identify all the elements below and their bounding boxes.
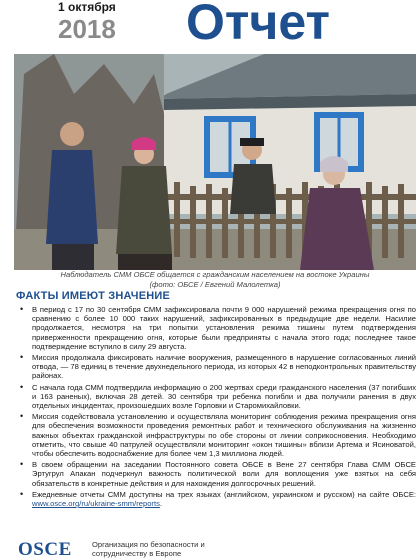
org-name-line-1: Организация по безопасности и xyxy=(92,540,205,549)
osce-logo-text: OSCE xyxy=(18,539,72,560)
caption-line-2: (фото: ОБСЕ / Евгений Малолетка) xyxy=(149,280,281,289)
photo-caption xyxy=(14,270,416,290)
list-item: • В период с 17 по 30 сентября СММ зафиксировала почти 9 000 нарушений режима прекращения огня по сравнению с более 10 000 таких нарушений, зафиксированных в предыдущие две недели. Насилие продолжается, несмотря на три попытки установления режима тишины путем подтверждения приверженности прекращению огня, которые были предприняты с начала этого года; последнее такое подтверждение вступило в силу 29 августа. xyxy=(18,305,416,351)
reports-link[interactable]: www.osce.org/ru/ukraine-smm/reports xyxy=(32,499,160,509)
section-title: ФАКТЫ ИМЕЮТ ЗНАЧЕНИЕ xyxy=(16,290,171,302)
report-date: 1 октября xyxy=(58,0,116,14)
facts-list xyxy=(18,305,416,510)
caption-line-1: Наблюдатель СММ ОБСЕ общается с гражданским населением на востоке Украины xyxy=(60,270,370,279)
footer xyxy=(18,539,416,559)
list-item-reports xyxy=(18,490,416,508)
list-item: • В своем обращении на заседании Постоянного совета ОБСЕ в Вене 27 сентября Глава СММ ОБСЕ Эртугрул Апакан подчеркнул важность политической воли для воплощения уже взятых на себя обязательств в конкретные действия и для нахождения долгосрочных решений. xyxy=(18,460,416,488)
report-title: Отчет xyxy=(186,0,331,50)
photo-illustration xyxy=(14,54,416,270)
header-photo xyxy=(14,54,416,270)
reports-text: Ежедневные отчеты СММ доступны на трех языках (английском, украинском и русском) на сайте ОБСЕ: xyxy=(32,489,416,499)
organization-name xyxy=(92,541,205,558)
osce-logo xyxy=(18,539,86,559)
list-item: • Миссия продолжала фиксировать наличие вооружения, размещенного в нарушение согласованных линий отвода, — 78 единиц в течение двухнедельного периода, из которых 42 в неподконтрольных правительству районах. xyxy=(18,353,416,381)
reports-suffix: . xyxy=(159,499,162,509)
org-name-line-2: сотрудничеству в Европе xyxy=(92,548,182,558)
report-header xyxy=(0,0,420,52)
list-item: • С начала года СММ подтвердила информацию о 200 жертвах среди гражданского населения (37 погибших и 163 раненых), включая 28 детей. 30 сентября три ребенка погибли и два получили ранения в двух отдельных инцидентах, произошедших возле Горловки и Старомихайловки. xyxy=(18,383,416,411)
report-year: 2018 xyxy=(58,14,116,44)
list-item: • Миссия содействовала установлению и осуществляла мониторинг соблюдения режима прекращения огня для обеспечения возможности проведения ремонтных работ и технического обслуживания на жизненно важных объектах гражданской инфраструктуры по обе стороны от линии соприкосновения. Необходимо отметить, что свыше 40 патрулей осуществляли мониторинг «окон тишины» вблизи Артема и Ясиноватой, чтобы обеспечить водоснабжение для более чем 1,3 миллиона людей. xyxy=(18,412,416,458)
